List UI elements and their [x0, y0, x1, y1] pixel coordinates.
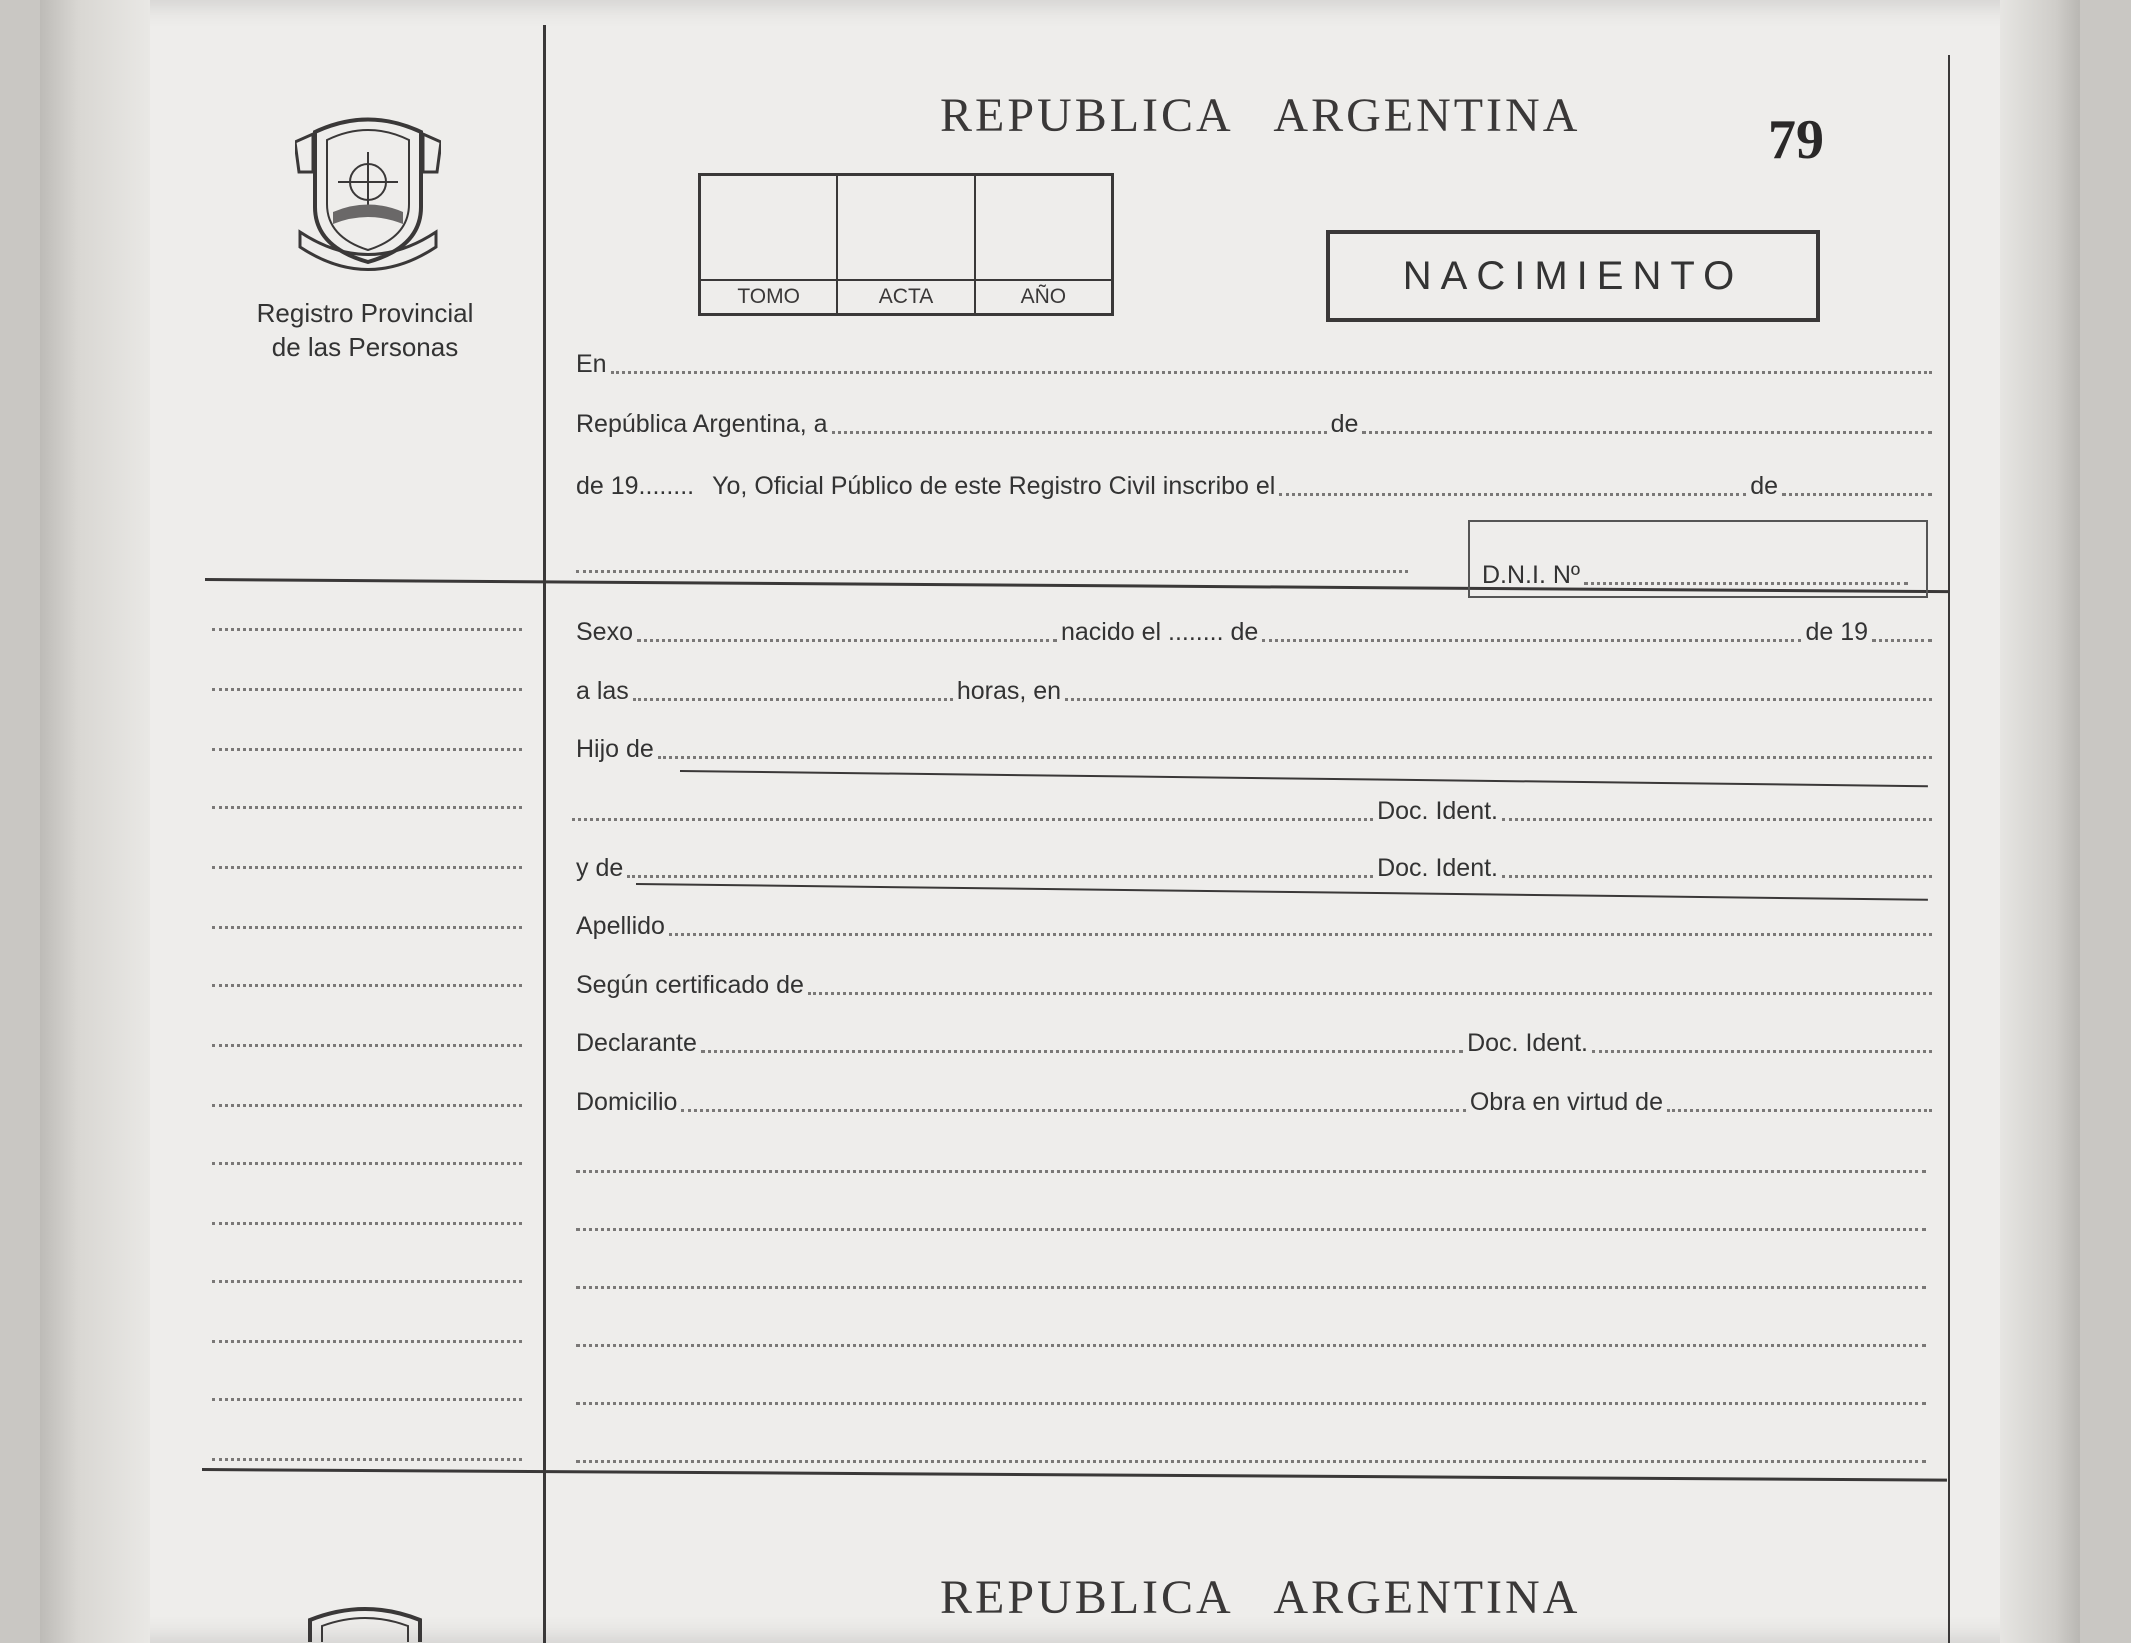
blank-line-6[interactable] [576, 1460, 1926, 1463]
margin-line-3[interactable] [212, 748, 522, 751]
field-dni[interactable] [1584, 582, 1908, 585]
tomo-label: TOMO [701, 279, 836, 313]
field-en[interactable] [611, 371, 1932, 374]
book-binding-left [40, 0, 150, 1643]
row-yde [572, 849, 1932, 883]
acta-label: ACTA [838, 279, 973, 313]
record-type-box: NACIMIENTO [1326, 230, 1820, 322]
field-madre[interactable] [627, 875, 1373, 878]
tomo-cell[interactable] [701, 176, 836, 279]
blank-line-1[interactable] [576, 1170, 1926, 1173]
field-nacido-anio[interactable] [1872, 639, 1932, 642]
registry-name [240, 296, 490, 364]
field-domicilio[interactable] [681, 1109, 1465, 1112]
right-border [1948, 55, 1950, 1643]
margin-line-8[interactable] [212, 1044, 522, 1047]
margin-line-1[interactable] [212, 628, 522, 631]
blank-line-3[interactable] [576, 1286, 1926, 1289]
margin-line-4[interactable] [212, 806, 522, 809]
label-doc-ident-2: Doc. Ident. [1377, 854, 1498, 882]
field-de-2[interactable] [1782, 493, 1932, 496]
label-republica: República Argentina, a [576, 410, 828, 438]
margin-line-13[interactable] [212, 1340, 522, 1343]
field-horas[interactable] [633, 698, 953, 701]
row-alas [572, 672, 1932, 706]
next-provincial-seal-icon [300, 1602, 430, 1643]
field-declarante[interactable] [701, 1050, 1463, 1053]
field-lugar[interactable] [1065, 698, 1932, 701]
label-de-1: de [1330, 410, 1359, 438]
label-apellido: Apellido [576, 912, 665, 940]
ano-column [976, 176, 1111, 313]
margin-line-12[interactable] [212, 1280, 522, 1283]
page-number: 79 [1768, 109, 1824, 171]
field-day[interactable] [832, 431, 1327, 434]
label-sexo: Sexo [576, 618, 633, 646]
acta-column [838, 176, 975, 313]
registry-name-line2: de las Personas [271, 332, 459, 362]
label-horas: horas, en [956, 677, 1062, 705]
field-doc-ident-1[interactable] [1502, 818, 1932, 821]
label-de19: de 19........ [576, 472, 695, 500]
label-doc-ident-1: Doc. Ident. [1377, 797, 1498, 825]
registry-reference-table [698, 173, 1114, 316]
margin-line-6[interactable] [212, 926, 522, 929]
field-apellido[interactable] [669, 933, 1932, 936]
label-hijo: Hijo de [576, 735, 654, 763]
field-padre[interactable] [572, 818, 1373, 821]
field-doc-ident-3[interactable] [1592, 1050, 1932, 1053]
margin-line-5[interactable] [212, 866, 522, 869]
ano-cell[interactable] [976, 176, 1111, 279]
row-republica [572, 405, 1932, 439]
label-domicilio: Domicilio [576, 1088, 678, 1116]
tomo-column [701, 176, 838, 313]
acta-cell[interactable] [838, 176, 973, 279]
label-doc-ident-3: Doc. Ident. [1467, 1029, 1588, 1057]
margin-line-11[interactable] [212, 1222, 522, 1225]
row-apellido [572, 907, 1932, 941]
label-en: En [576, 350, 607, 378]
label-declarante: Declarante [576, 1029, 697, 1057]
page-title: REPUBLICA ARGENTINA [940, 89, 1581, 142]
row-dni [1478, 556, 1908, 590]
row-en [572, 345, 1932, 379]
label-obra: Obra en virtud de [1469, 1088, 1663, 1116]
row-padre-doc [572, 792, 1932, 826]
column-divider [543, 25, 546, 1643]
margin-line-10[interactable] [212, 1162, 522, 1165]
margin-line-2[interactable] [212, 688, 522, 691]
label-de19b: de 19 [1805, 618, 1868, 646]
registry-name-line1: Registro Provincial [256, 298, 474, 328]
margin-line-9[interactable] [212, 1104, 522, 1107]
field-segun[interactable] [808, 992, 1932, 995]
provincial-seal-icon [295, 112, 441, 272]
ano-label: AÑO [976, 279, 1111, 313]
label-yo: Yo, Oficial Público de este Registro Civil inscribo el [712, 472, 1276, 500]
label-dni: D.N.I. Nº [1482, 561, 1581, 589]
book-edge-right [2000, 0, 2080, 1643]
blank-line-5[interactable] [576, 1402, 1926, 1405]
field-doc-ident-2[interactable] [1502, 875, 1932, 878]
field-hijo[interactable] [658, 756, 1932, 759]
row-domicilio [572, 1083, 1932, 1117]
row-hijo [572, 730, 1932, 764]
label-yde: y de [576, 854, 624, 882]
margin-line-7[interactable] [212, 984, 522, 987]
label-nacido: nacido el ........ de [1060, 618, 1259, 646]
row-segun [572, 966, 1932, 1000]
field-nacido-mes[interactable] [1262, 639, 1801, 642]
label-segun: Según certificado de [576, 971, 804, 999]
row-yo [572, 467, 1932, 501]
label-de-2: de [1750, 472, 1778, 500]
row-declarante [572, 1024, 1932, 1058]
field-month[interactable] [1362, 431, 1932, 434]
field-inscribo[interactable] [1279, 493, 1746, 496]
margin-line-14[interactable] [212, 1398, 522, 1401]
field-sexo[interactable] [637, 639, 1057, 642]
field-obra[interactable] [1667, 1109, 1932, 1112]
margin-line-15[interactable] [212, 1458, 522, 1461]
next-page-title: REPUBLICA ARGENTINA [940, 1571, 1581, 1624]
blank-line-4[interactable] [576, 1344, 1926, 1347]
label-alas: a las [576, 677, 629, 705]
field-header-extra[interactable] [576, 570, 1408, 573]
blank-line-2[interactable] [576, 1228, 1926, 1231]
row-sexo [572, 613, 1932, 647]
